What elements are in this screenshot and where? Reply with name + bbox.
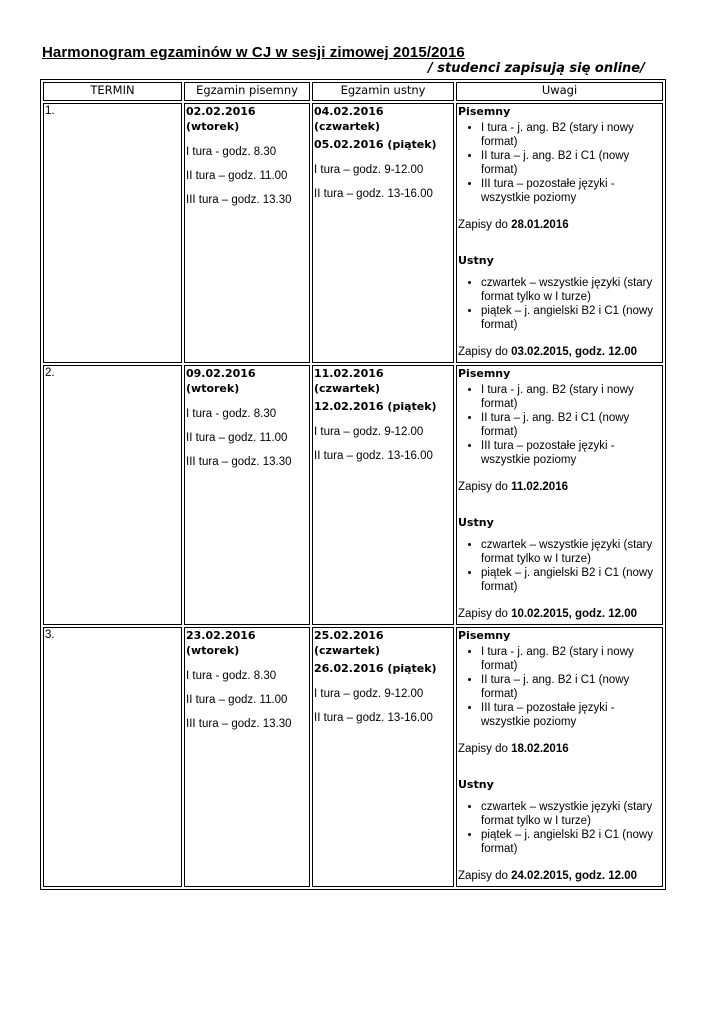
ustny-date: 26.02.2016 (piątek) [314,662,437,675]
termin-cell [43,365,182,625]
zapisy-label: Zapisy do [458,870,512,882]
list-item: • II tura – j. ang. B2 i C1 (nowy format) [481,149,661,177]
document-subtitle: / studenci zapisują się online/ [428,61,645,76]
table-row [43,365,663,625]
list-item: • piątek – j. angielski B2 i C1 (nowy format) [481,304,661,332]
zapisy-ustny [458,345,661,359]
egzamin-pisemny-cell [184,103,310,363]
uwagi-ustny-heading: Ustny [458,778,494,791]
table-row [43,103,663,363]
uwagi-cell [456,103,663,363]
zapisy-date: 11.02.2016 [511,481,568,493]
uwagi-cell [456,365,663,625]
ustny-slot: I tura – godz. 9-12.00 [314,426,424,438]
list-item: • III tura – pozostałe języki - wszystkie poziomy [481,701,661,729]
termin-cell [43,103,182,363]
uwagi-pisemny-list [458,383,661,467]
ustny-slot: I tura – godz. 9-12.00 [314,688,424,700]
pisemny-slot: II tura – godz. 11.00 [186,170,288,182]
uwagi-ustny-list [458,276,661,332]
zapisy-date: 03.02.2015, godz. 12.00 [511,346,638,358]
termin-number: 2. [45,367,55,379]
table-header-row [43,82,663,101]
ustny-slot: II tura – godz. 13-16.00 [314,712,433,724]
zapisy-pisemny [458,742,661,756]
header-egzamin-ustny: Egzamin ustny [312,82,454,101]
egzamin-ustny-cell [312,365,454,625]
termin-number: 1. [45,105,55,117]
pisemny-slot: III tura – godz. 13.30 [186,194,292,206]
ustny-slot: I tura – godz. 9-12.00 [314,164,424,176]
zapisy-label: Zapisy do [458,346,512,358]
pisemny-slot: I tura - godz. 8.30 [186,146,277,158]
list-item: • piątek – j. angielski B2 i C1 (nowy format) [481,566,661,594]
list-item: • czwartek – wszystkie języki (stary format tylko w I turze) [481,800,661,828]
zapisy-pisemny [458,480,661,494]
uwagi-pisemny-list [458,121,661,205]
pisemny-slot: III tura – godz. 13.30 [186,718,292,730]
zapisy-label: Zapisy do [458,608,512,620]
list-item: • I tura - j. ang. B2 (stary i nowy format) [481,121,661,149]
pisemny-slot: III tura – godz. 13.30 [186,456,292,468]
uwagi-cell [456,627,663,887]
zapisy-ustny [458,607,661,621]
header-uwagi: Uwagi [456,82,663,101]
list-item: • I tura - j. ang. B2 (stary i nowy format) [481,383,661,411]
ustny-date: 11.02.2016 (czwartek) [314,367,384,395]
list-item: • czwartek – wszystkie języki (stary format tylko w I turze) [481,276,661,304]
pisemny-date: 09.02.2016 (wtorek) [186,367,256,395]
header-egzamin-pisemny: Egzamin pisemny [184,82,310,101]
egzamin-ustny-cell [312,103,454,363]
list-item: • I tura - j. ang. B2 (stary i nowy format) [481,645,661,673]
uwagi-pisemny-list [458,645,661,729]
ustny-slot: II tura – godz. 13-16.00 [314,450,433,462]
uwagi-pisemny-heading: Pisemny [458,367,511,380]
egzamin-pisemny-cell [184,365,310,625]
ustny-date: 12.02.2016 (piątek) [314,400,437,413]
list-item: • III tura – pozostałe języki - wszystkie poziomy [481,177,661,205]
header-termin: TERMIN [43,82,182,101]
egzamin-pisemny-cell [184,627,310,887]
list-item: • II tura – j. ang. B2 i C1 (nowy format) [481,411,661,439]
pisemny-date: 02.02.2016 (wtorek) [186,105,256,133]
pisemny-slot: I tura - godz. 8.30 [186,670,277,682]
list-item: • czwartek – wszystkie języki (stary format tylko w I turze) [481,538,661,566]
zapisy-date: 28.01.2016 [511,219,569,231]
list-item: • II tura – j. ang. B2 i C1 (nowy format) [481,673,661,701]
pisemny-slot: II tura – godz. 11.00 [186,694,288,706]
termin-number: 3. [45,629,55,641]
ustny-date: 05.02.2016 (piątek) [314,138,437,151]
zapisy-date: 10.02.2015, godz. 12.00 [511,608,638,620]
exam-schedule-table [40,79,666,890]
pisemny-date: 23.02.2016 (wtorek) [186,629,256,657]
uwagi-ustny-list [458,538,661,594]
uwagi-ustny-heading: Ustny [458,254,494,267]
termin-cell [43,627,182,887]
ustny-date: 25.02.2016 (czwartek) [314,629,384,657]
zapisy-date: 18.02.2016 [511,743,569,755]
ustny-slot: II tura – godz. 13-16.00 [314,188,433,200]
list-item: • piątek – j. angielski B2 i C1 (nowy format) [481,828,661,856]
zapisy-ustny [458,869,661,883]
uwagi-pisemny-heading: Pisemny [458,105,511,118]
document-title: Harmonogram egzaminów w CJ w sesji zimowej 2015/2016 [42,44,465,61]
egzamin-ustny-cell [312,627,454,887]
uwagi-ustny-heading: Ustny [458,516,494,529]
zapisy-pisemny [458,218,661,232]
list-item: • III tura – pozostałe języki - wszystkie poziomy [481,439,661,467]
pisemny-slot: II tura – godz. 11.00 [186,432,288,444]
ustny-date: 04.02.2016 (czwartek) [314,105,384,133]
zapisy-date: 24.02.2015, godz. 12.00 [511,870,638,882]
table-row [43,627,663,887]
pisemny-slot: I tura - godz. 8.30 [186,408,277,420]
zapisy-label: Zapisy do [458,481,512,493]
zapisy-label: Zapisy do [458,219,512,231]
uwagi-pisemny-heading: Pisemny [458,629,511,642]
uwagi-ustny-list [458,800,661,856]
zapisy-label: Zapisy do [458,743,512,755]
